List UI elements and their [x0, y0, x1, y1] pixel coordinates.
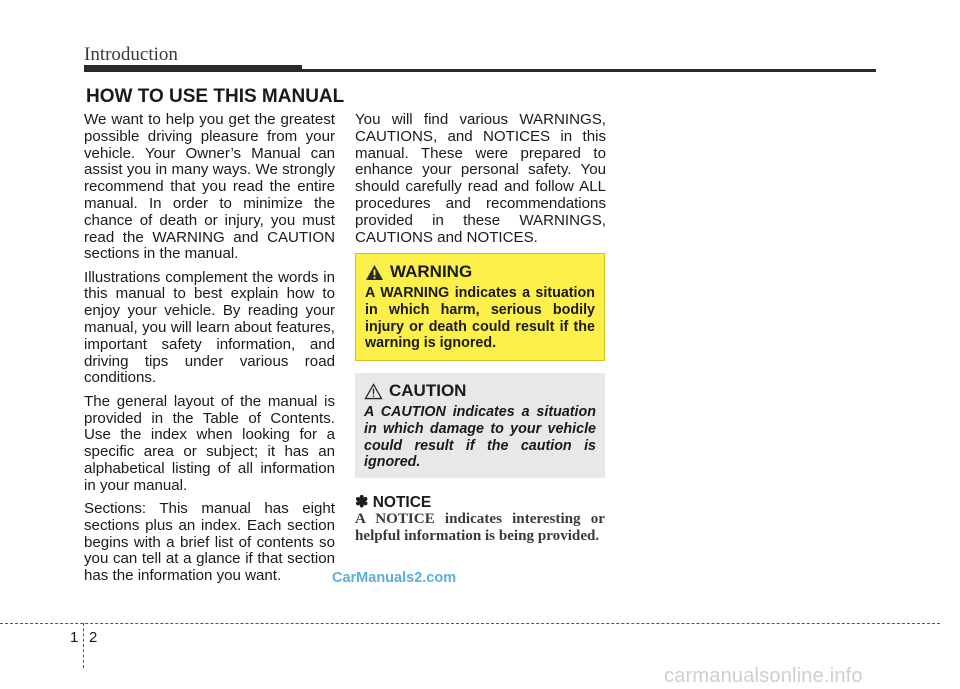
caution-title: CAUTION — [389, 381, 467, 400]
warning-box — [355, 253, 605, 361]
watermark-top[interactable]: CarManuals2.com — [332, 570, 457, 586]
left-column — [84, 112, 335, 592]
warning-triangle-icon — [365, 264, 384, 281]
header-rule-thin — [300, 69, 876, 72]
paragraph-illustrations: Illustrations complement the words in this manual to best explain how to enjoy your vehicle. By reading your manual, you will learn about features, important safety information, and driving tips under various road conditions. — [84, 268, 335, 387]
notice-heading — [355, 492, 431, 512]
chapter-number: 1 — [70, 629, 79, 646]
paragraph-notices-intro: You will find various WARNINGS, CAUTIONS, and NOTICES in this manual. These were prepared to enhance your personal safety. You should carefully read and follow ALL procedures and recommendations provided in these WARNINGS, CAUTIONS and NOTICES. — [355, 111, 606, 246]
notice-title: NOTICE — [372, 494, 432, 511]
watermark-bottom[interactable]: carmanualsonline.info — [664, 665, 863, 687]
section-title: HOW TO USE THIS MANUAL — [86, 86, 345, 107]
warning-title: WARNING — [390, 262, 473, 281]
footer-divider — [83, 623, 84, 668]
page-number: 2 — [89, 629, 98, 646]
star-cross-icon: ✽ — [355, 494, 369, 511]
warning-header — [365, 260, 595, 284]
header-rule-thick — [84, 65, 302, 72]
notice-text: A NOTICE indicates interesting or helpful information is being provided. — [355, 511, 605, 544]
caution-triangle-icon — [364, 383, 383, 400]
right-column — [355, 112, 606, 253]
paragraph-sections: Sections: This manual has eight sections plus an index. Each section begins with a brief list of contents so you can tell at a glance if that section has the information you want. — [84, 500, 335, 585]
paragraph-intro: We want to help you get the greatest possible driving pleasure from your vehicle. Your Owner’s Manual can assist you in many ways. We strongly recommend that you read the entire manual. In order to minimize the chance of death or injury, you must read the WARNING and CAUTION sections in the manual. — [84, 111, 335, 263]
caution-box — [355, 373, 605, 478]
header-title: Introduction — [84, 44, 178, 65]
caution-header — [364, 379, 596, 403]
caution-text: A CAUTION indicates a situation in which damage to your vehicle could result if the caution is ignored. — [364, 404, 596, 471]
footer-rule — [0, 623, 940, 624]
paragraph-layout: The general layout of the manual is provided in the Table of Contents. Use the index when looking for a specific area or subject; it has an alphabetical listing of all information in your manual. — [84, 392, 335, 494]
warning-text: A WARNING indicates a situation in which harm, serious bodily injury or death could result if the warning is ignored. — [365, 285, 595, 352]
